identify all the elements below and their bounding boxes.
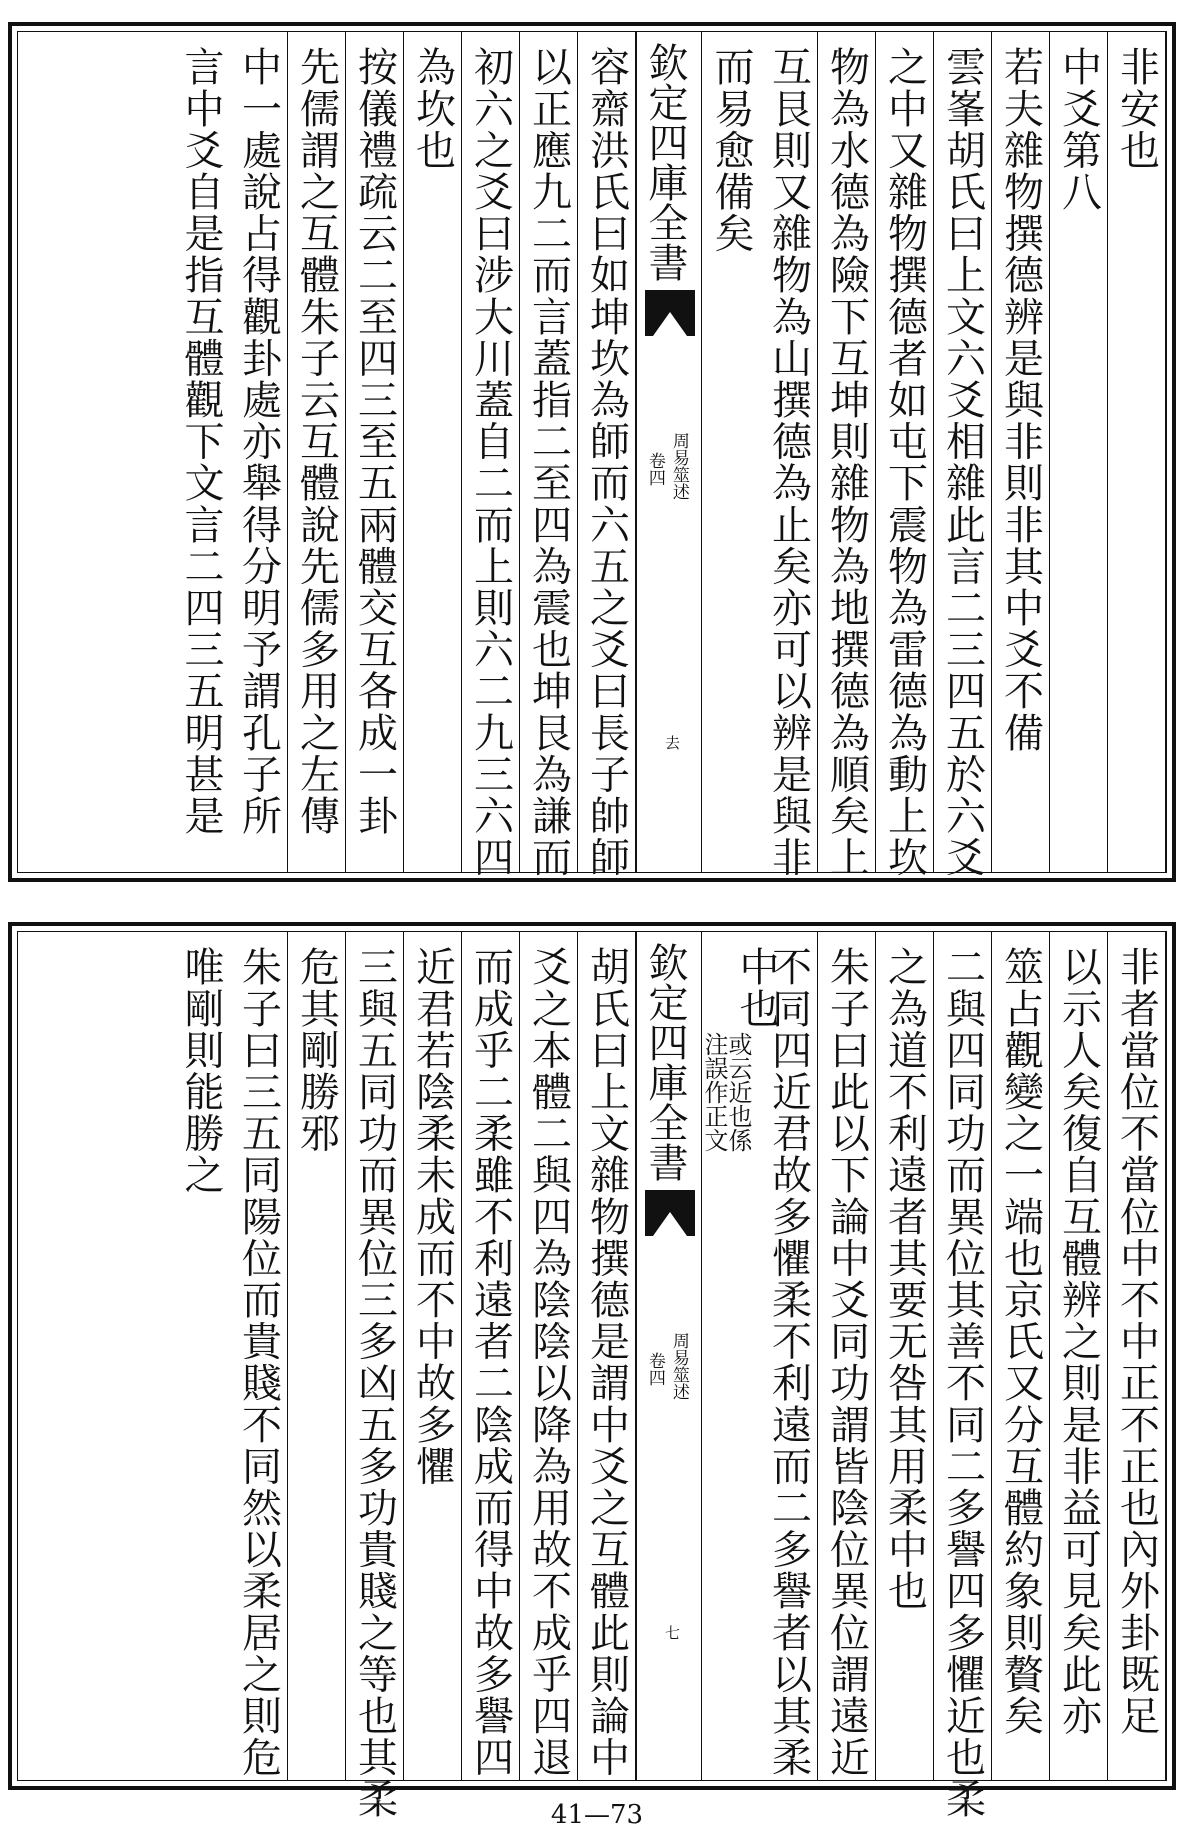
bottom-col-note: [700, 932, 779, 1780]
top-col-11: [462, 32, 520, 878]
note-line-2: 注誤作正文: [700, 1032, 728, 1152]
text-column: 為坎也: [409, 46, 456, 171]
bottom-col-2: [1050, 932, 1108, 1780]
text-column: 之中又雜物撰德者如屯下震物為雷德為動上坎: [881, 46, 928, 878]
text-column: 互艮則又雜物為山撰德為止矣亦可以辨是與非: [765, 46, 812, 878]
text-column: 筮占觀變之一端也京氏又分互體約象則贅矣: [997, 946, 1044, 1737]
text-column: 之為道不利遠者其要无咎其用柔中也: [881, 946, 928, 1612]
top-col-7: [760, 32, 818, 878]
top-col-4: [934, 32, 992, 878]
text-column: 雲峯胡氏曰上文六爻相雜此言二三四五於六爻: [939, 46, 986, 878]
bottom-col-6: [818, 932, 876, 1780]
bottom-col-13: [346, 932, 404, 1820]
text-column: 容齋洪氏曰如坤坎為師而六五之爻曰長子帥師: [583, 46, 630, 878]
text-column: 危其剛勝邪: [293, 946, 340, 1154]
note-main: 中也: [733, 946, 779, 1030]
top-col-14: [288, 32, 346, 872]
volume-label: 卷四: [644, 452, 665, 486]
page-footer-number: 41—73: [550, 1800, 644, 1830]
fishtail-mark: [645, 1190, 695, 1236]
volume-label: 卷四: [644, 1352, 665, 1386]
text-column: 初六之爻曰涉大川蓋自二而上則六二九三六四: [467, 46, 514, 878]
fishtail-mark: [645, 290, 695, 336]
text-column: 近君若陰柔未成而不中故多懼: [409, 946, 456, 1487]
text-column: 而成乎二柔雖不利遠者二陰成而得中故多譽四: [467, 946, 514, 1778]
text-column: 胡氏曰上文雜物撰德是謂中爻之互體此則論中: [583, 946, 630, 1778]
text-column: 言中爻自是指互體觀下文言二四三五明甚是: [178, 46, 224, 837]
top-col-6: [818, 32, 876, 878]
top-col-3: [992, 32, 1050, 872]
top-col-8: [702, 32, 760, 872]
top-col-16: [172, 32, 230, 872]
top-col-9: [578, 32, 636, 878]
top-page: [8, 22, 1176, 882]
text-column: 不同四近君故多懼柔不利遠而二多譽者以其柔: [765, 946, 812, 1778]
text-column: 中爻第八: [1055, 46, 1102, 213]
bottom-col-10: [520, 932, 578, 1780]
top-page-frame: [17, 31, 1167, 878]
text-column: 先儒謂之互體朱子云互體說先儒多用之左傳: [293, 46, 340, 837]
top-col-5: [876, 32, 934, 878]
text-column: 唯剛則能勝之: [178, 946, 224, 1196]
text-column: 按儀禮疏云二至四三至五兩體交互各成一卦: [351, 46, 398, 837]
bottom-col-5: [876, 932, 934, 1780]
top-col-15: [230, 32, 288, 872]
bottom-col-3: [992, 932, 1050, 1780]
book-title: 周易筮述: [668, 432, 689, 500]
text-column: 朱子曰此以下論中爻同功謂皆陰位異位謂遠近: [823, 946, 870, 1778]
text-column: 非者當位不當位中不中正不正也內外卦既足: [1113, 946, 1160, 1737]
bottom-col-9: [578, 932, 636, 1780]
top-center-column: [636, 32, 702, 872]
bottom-col-15: [230, 932, 288, 1780]
text-column: 二與四同功而異位其善不同二多譽四多懼近也柔: [939, 946, 986, 1820]
top-col-1: [1108, 32, 1166, 872]
bottom-col-12: [404, 932, 462, 1780]
collection-title: 欽定四庫全書: [642, 942, 688, 1182]
bottom-col-7: [760, 932, 818, 1780]
text-column: 以正應九二而言蓋指二至四為震也坤艮為謙而: [525, 46, 572, 878]
leaf-number: 去: [665, 734, 681, 752]
text-column: 若夫雜物撰德辨是與非則非其中爻不備: [997, 46, 1044, 754]
text-column: 非安也: [1113, 46, 1160, 171]
bottom-center-column: [636, 932, 702, 1780]
text-column: 爻之本體二與四為陰陰以降為用故不成乎四退: [525, 946, 572, 1778]
top-col-12: [404, 32, 462, 872]
bottom-col-11: [462, 932, 520, 1780]
collection-title: 欽定四庫全書: [642, 42, 688, 282]
top-col-13: [346, 32, 404, 872]
leaf-number: 七: [665, 1624, 681, 1642]
text-column: 物為水德為險下互坤則雜物為地撰德為順矣上: [823, 46, 870, 878]
bottom-col-16: [172, 932, 230, 1780]
text-column: 以示人矣復自互體辨之則是非益可見矣此亦: [1055, 946, 1102, 1737]
bottom-col-1: [1108, 932, 1166, 1780]
top-col-2: [1050, 32, 1108, 872]
bottom-col-4: [934, 932, 992, 1820]
note-line-1: 或云近也係: [724, 1032, 752, 1152]
bottom-col-14: [288, 932, 346, 1780]
text-column: 中一處說占得觀卦處亦舉得分明予謂孔子所: [235, 46, 282, 837]
top-col-10: [520, 32, 578, 878]
book-title: 周易筮述: [668, 1332, 689, 1400]
text-column: 三與五同功而異位三多凶五多功貴賤之等也其柔: [351, 946, 398, 1820]
text-column: 朱子曰三五同陽位而貴賤不同然以柔居之則危: [235, 946, 282, 1778]
text-column: 而易愈備矣: [708, 46, 754, 254]
